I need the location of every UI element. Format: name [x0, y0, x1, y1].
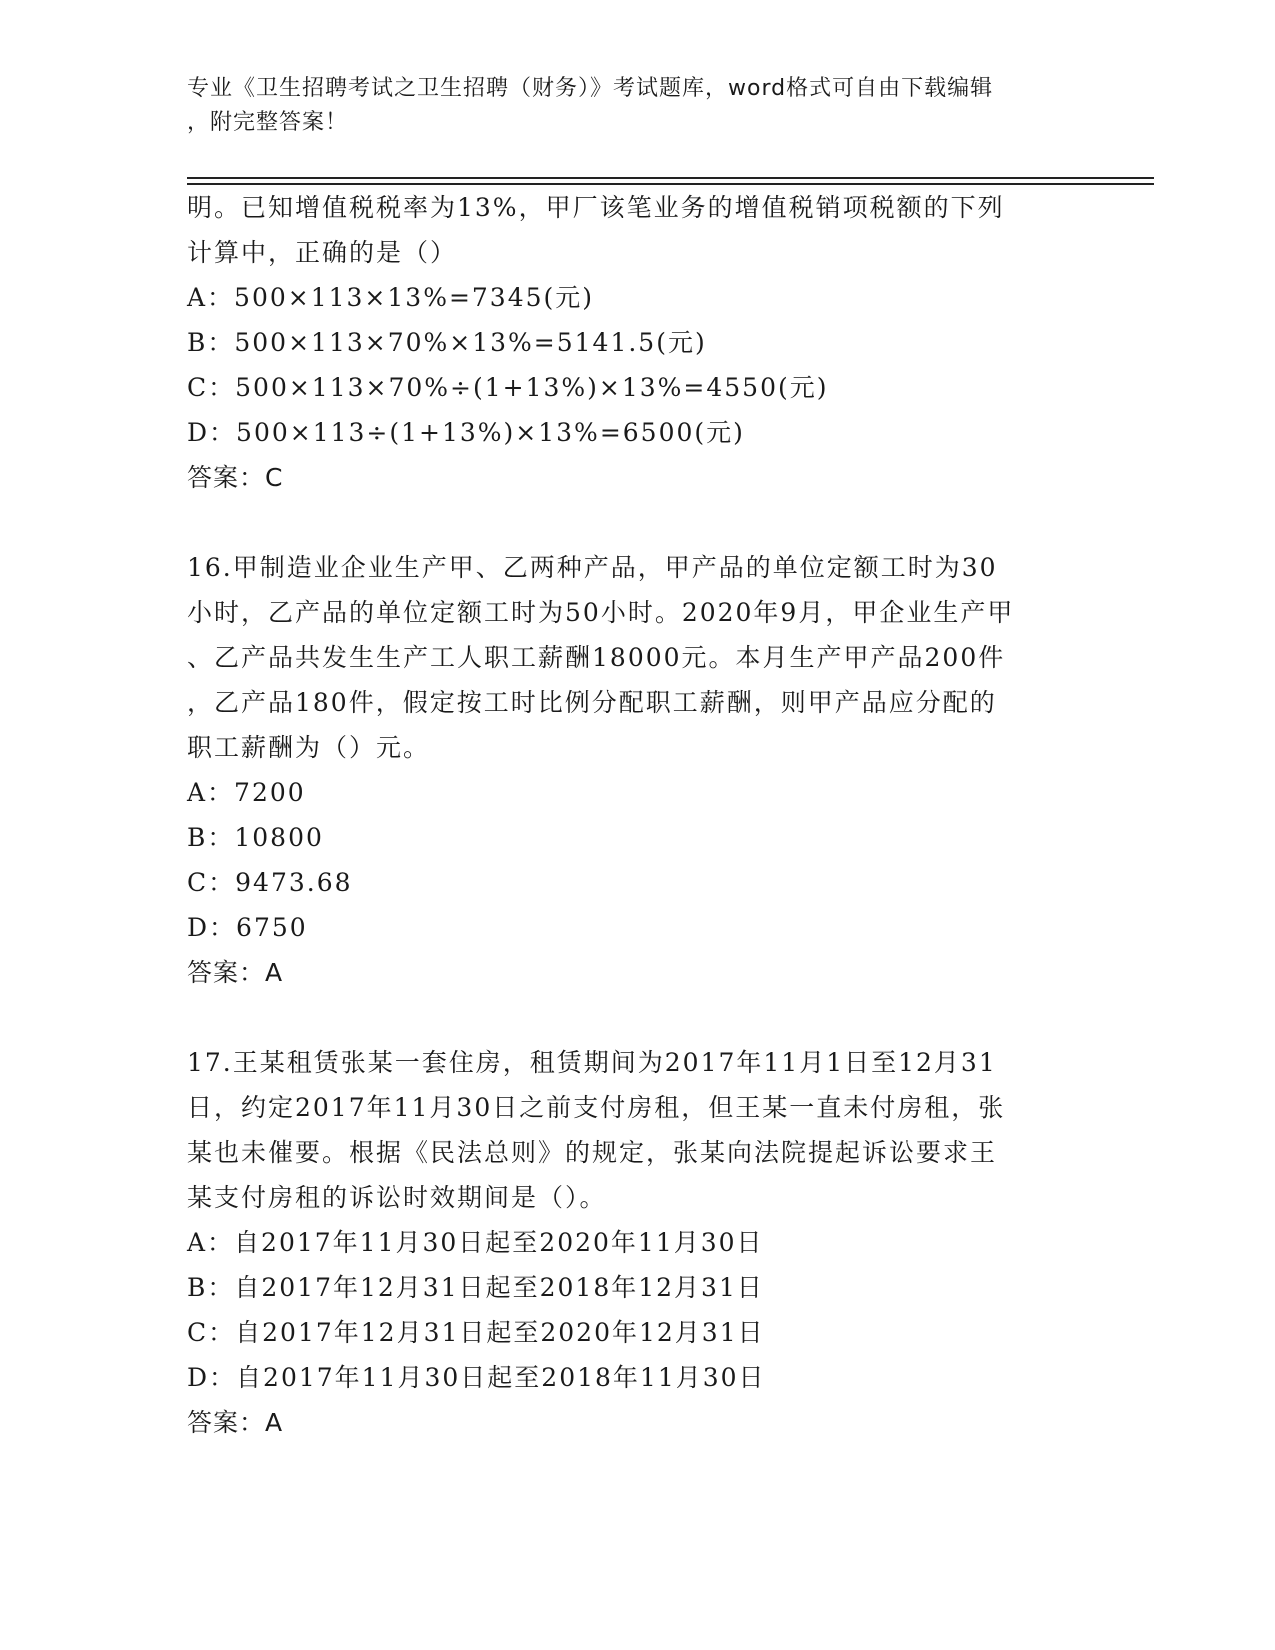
- q16-stem-line: 职工薪酬为（）元。: [187, 733, 431, 762]
- q15-option-b: B：500×113×70%×13%=5141.5(元): [187, 328, 707, 357]
- q17-stem-line: 日，约定2017年11月30日之前支付房租，但王某一直未付房租，张: [187, 1093, 1006, 1122]
- header-line-2: ，附完整答案！: [187, 110, 349, 135]
- q16-stem-line: 16.甲制造业企业生产甲、乙两种产品，甲产品的单位定额工时为30: [187, 553, 998, 582]
- q16-answer: 答案：A: [187, 958, 284, 987]
- q15-option-d: D：500×113÷(1+13%)×13%=6500(元): [187, 418, 745, 447]
- header-rule-top: [187, 177, 1154, 179]
- q15-answer: 答案：C: [187, 463, 284, 492]
- q15-stem-line: 计算中，正确的是（）: [187, 238, 458, 267]
- q15-stem-line: 明。已知增值税税率为13%，甲厂该笔业务的增值税销项税额的下列: [187, 193, 1005, 222]
- q17-option-d: D：自2017年11月30日起至2018年11月30日: [187, 1363, 766, 1392]
- q16-option-d: D：6750: [187, 913, 308, 942]
- q16-stem-line: 、乙产品共发生生产工人职工薪酬18000元。本月生产甲产品200件: [187, 643, 1006, 672]
- q15-option-c: C：500×113×70%÷(1+13%)×13%=4550(元): [187, 373, 829, 402]
- header-line-1: 专业《卫生招聘考试之卫生招聘（财务）》考试题库，word格式可自由下载编辑: [187, 76, 994, 101]
- q16-option-a: A：7200: [187, 778, 306, 807]
- header-rule-bottom: [187, 183, 1154, 185]
- q16-option-b: B：10800: [187, 823, 324, 852]
- q17-option-a: A：自2017年11月30日起至2020年11月30日: [187, 1228, 764, 1257]
- q16-stem-line: ，乙产品180件，假定按工时比例分配职工薪酬，则甲产品应分配的: [187, 688, 997, 717]
- q16-stem-line: 小时，乙产品的单位定额工时为50小时。2020年9月，甲企业生产甲: [187, 598, 1015, 627]
- document-header: [187, 72, 1067, 140]
- q15-option-a: A：500×113×13%=7345(元): [187, 283, 595, 312]
- q17-stem-line: 17.王某租赁张某一套住房，租赁期间为2017年11月1日至12月31: [187, 1048, 997, 1077]
- q17-option-c: C：自2017年12月31日起至2020年12月31日: [187, 1318, 765, 1347]
- q17-stem-line: 某支付房租的诉讼时效期间是（）。: [187, 1183, 607, 1212]
- q17-option-b: B：自2017年12月31日起至2018年12月31日: [187, 1273, 764, 1302]
- q17-answer: 答案：A: [187, 1408, 284, 1437]
- q16-option-c: C：9473.68: [187, 868, 353, 897]
- q17-stem-line: 某也未催要。根据《民法总则》的规定，张某向法院提起诉讼要求王: [187, 1138, 998, 1167]
